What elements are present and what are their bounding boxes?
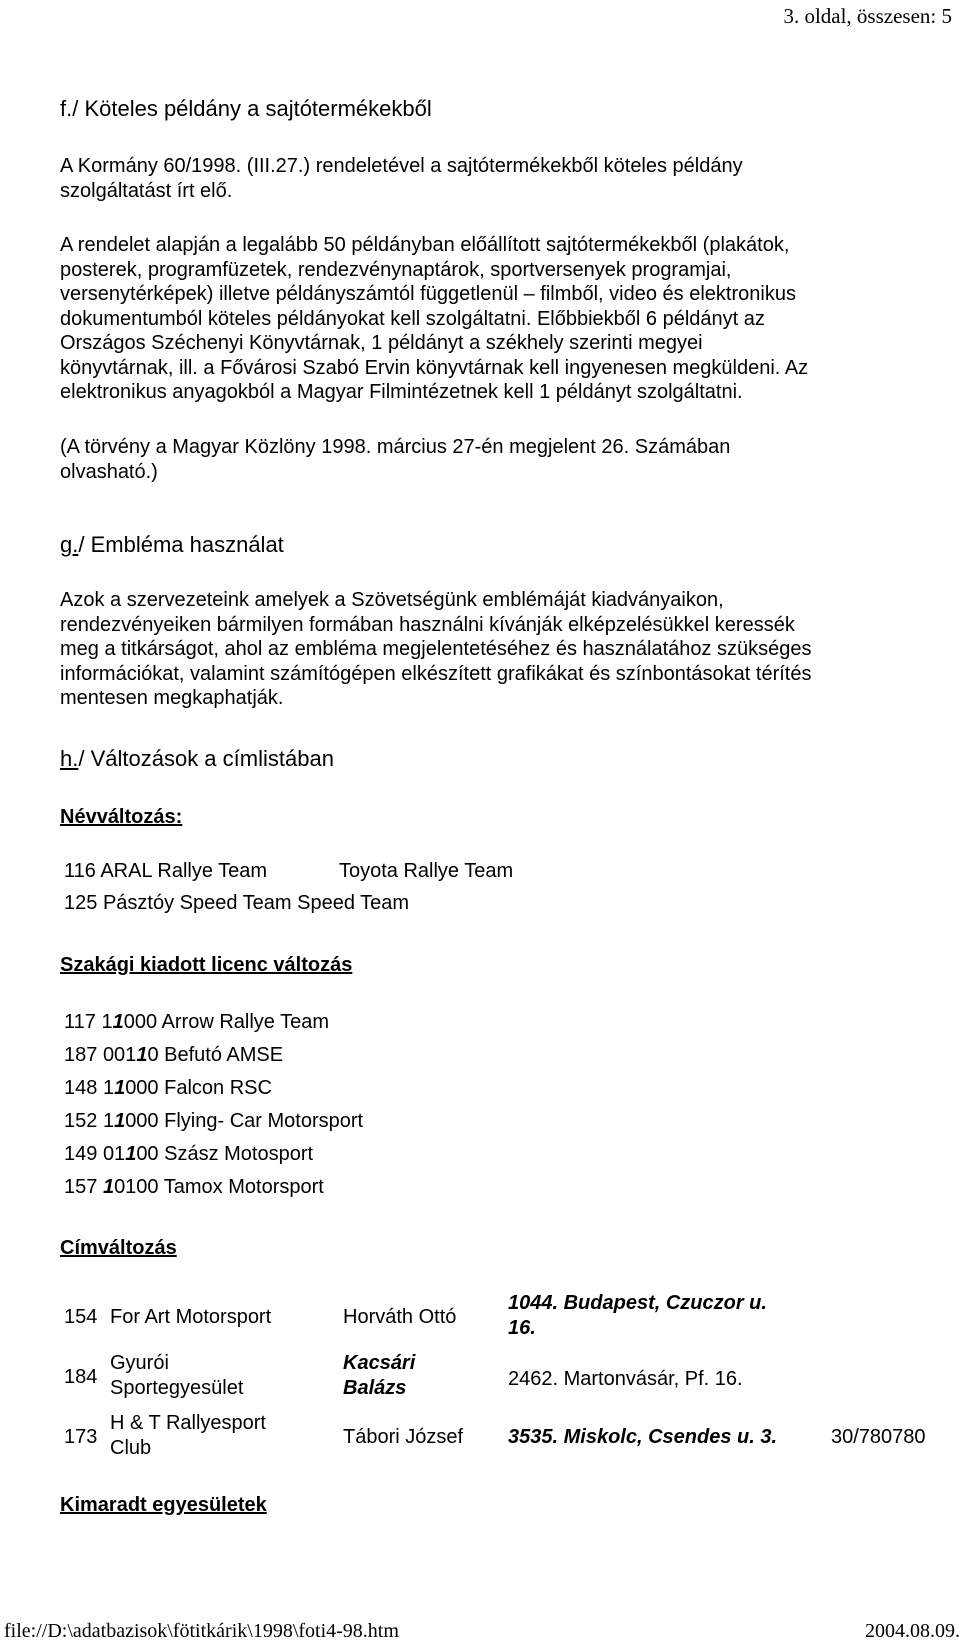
section-f-para3-line1: (A törvény a Magyar Közlöny 1998. március 27-én megjelent 26. Számában [60,436,731,458]
table-row [64,1143,313,1166]
license-code-part: 001 [102,1044,137,1066]
club-name-line1: H & T Rallyesport [110,1412,266,1434]
row-number: 125 [64,892,98,914]
club-name [110,1351,243,1401]
club-name [110,1411,266,1461]
club-name: Arrow Rallye Team [161,1011,329,1033]
new-name: Toyota Rallye Team [339,860,514,882]
section-g-para-line: rendezvényeiken bármilyen formában használni kívánják elképzelésükkel keressék [60,613,795,636]
page-info: 3. oldal, összesen: 5 [783,4,952,28]
row-number: 149 [64,1143,98,1165]
section-f-para1 [60,154,743,203]
row-number: 152 [64,1110,98,1132]
license-code-part: 00 [136,1143,159,1165]
old-name: ARAL Rallye Team [100,860,268,882]
row-number: 154 [64,1306,98,1328]
section-g-para-line: mentesen megkaphatják. [60,687,284,709]
club-name: For Art Motorsport [110,1306,272,1328]
table-row [64,1011,329,1034]
license-code [103,1110,159,1132]
club-name-line1: Gyurói [110,1352,169,1374]
section-f-para2-line: posterek, programfüzetek, rendezvénynaptárok, sportversenyek programjai, [60,258,732,281]
section-f-title: f./ Köteles példány a sajtótermékekből [60,96,432,121]
row-number: 157 [64,1176,98,1198]
table-row [64,1044,283,1067]
address: 2462. Martonvásár, Pf. 16. [508,1368,743,1390]
name-change-heading: Névváltozás: [60,806,183,828]
address [508,1291,767,1341]
address-change-heading: Címváltozás [60,1237,177,1259]
license-code [103,1176,159,1198]
license-code [101,1011,157,1033]
section-h-title-prefix: h. [60,746,79,771]
row-number: 173 [64,1426,98,1448]
section-f-para2-line: A rendelet alapján a legalább 50 példányban előállított sajtótermékekből (plakátok, [60,234,790,256]
phone-number: 30/780780 [831,1426,926,1448]
table-row [64,892,409,915]
section-f-para2 [60,233,808,405]
section-g-title-rest: / Embléma használat [78,532,284,557]
license-code [103,1044,159,1066]
section-g-title-prefix: g. [60,532,79,557]
club-name: Falcon RSC [164,1077,272,1099]
address: 3535. Miskolc, Csendes u. 3. [508,1426,778,1448]
row-number: 117 [64,1011,96,1033]
contact-person-line2: Balázs [343,1377,407,1399]
club-name-line2: Sportegyesület [110,1377,244,1399]
address-line2: 16. [508,1317,536,1339]
license-code-part: 0100 [114,1176,159,1198]
contact-person [343,1351,415,1401]
license-code-changed-digit: 1 [102,1176,115,1198]
club-name: Tamox Motorsport [163,1176,324,1198]
section-f-para3 [60,435,730,484]
license-code-changed-digit: 1 [114,1110,126,1132]
old-name: Pásztóy Speed Team [102,892,292,914]
license-code-part: 1 [101,1011,113,1033]
license-code-part: 000 [123,1011,158,1033]
row-number: 187 [64,1044,98,1066]
section-f-para1-line2: szolgáltatást írt elő. [60,179,233,202]
footer-file-path: file://D:\adatbazisok\fötitkárik\1998\foti4-98.htm [4,1620,399,1642]
section-g-title [60,532,284,558]
section-g-para-line: Azok a szervezeteink amelyek a Szövetségünk emblémáját kiadványaikon, [60,589,724,611]
new-name: Speed Team [297,892,410,914]
section-f-para2-line: versenytérképek) illetve példányszámtól függetlenül – filmből, video és elektronikus [60,283,796,305]
section-g-para-line: információkat, valamint számítógépen elkészített grafikákat és színbontásokat térítés [60,662,812,685]
section-g-para-line: meg a titkárságot, ahol az embléma megjelentetéséhez és használatához szükséges [60,638,812,660]
section-g-para [60,588,812,711]
license-code-changed-digit: 1 [112,1011,124,1033]
table-row [64,1077,272,1100]
table-row [64,1176,324,1199]
contact-person-line1: Kacsári [343,1352,416,1374]
license-code-part: 000 [125,1077,159,1099]
license-change-heading: Szakági kiadott licenc változás [60,954,353,976]
license-code [103,1077,159,1099]
license-code-part: 01 [102,1143,126,1165]
row-number: 116 [64,860,96,882]
table-row [64,860,514,883]
club-name: Flying- Car Motorsport [164,1110,364,1132]
footer-date: 2004.08.09. [865,1620,960,1642]
section-f-para3-line2: olvasható.) [60,460,158,483]
license-code-part: 1 [102,1110,115,1132]
club-name: Befutó AMSE [164,1044,284,1066]
section-h-title [60,746,334,772]
address-line1: 1044. Budapest, Czuczor u. [508,1292,767,1314]
license-code-part: 0 [147,1044,159,1066]
table-row [64,1110,363,1133]
contact-person: Horváth Ottó [343,1306,457,1328]
section-f-para1-line1: A Kormány 60/1998. (III.27.) rendeletével a sajtótermékekből köteles példány [60,155,743,177]
license-code [103,1143,159,1165]
section-f-para2-line: elektronikus anyagokból a Magyar Filmintézetnek kell 1 példányt szolgáltatni. [60,381,743,403]
club-name-line2: Club [110,1437,152,1459]
section-f-para2-line: dokumentumból köteles példányokat kell szolgáltatni. Előbbiekből 6 példányt az [60,307,765,330]
omitted-clubs-heading: Kimaradt egyesületek [60,1494,267,1516]
section-f-para2-line: könyvtárnak, ill. a Fővárosi Szabó Ervin könyvtárnak kell ingyenesen megküldeni. Az [60,356,809,379]
license-code-changed-digit: 1 [125,1143,137,1165]
license-code-part: 000 [125,1110,159,1132]
contact-person: Tábori József [343,1426,464,1448]
club-name: Szász Motosport [164,1143,314,1165]
section-f-para2-line: Országos Széchenyi Könyvtárnak, 1 példányt a székhely szerinti megyei [60,332,703,354]
section-h-title-rest: / Változások a címlistában [78,746,334,771]
license-code-changed-digit: 1 [136,1044,148,1066]
row-number: 184 [64,1366,98,1388]
license-code-part: 1 [102,1077,115,1099]
license-code-changed-digit: 1 [114,1077,126,1099]
row-number: 148 [64,1077,98,1099]
